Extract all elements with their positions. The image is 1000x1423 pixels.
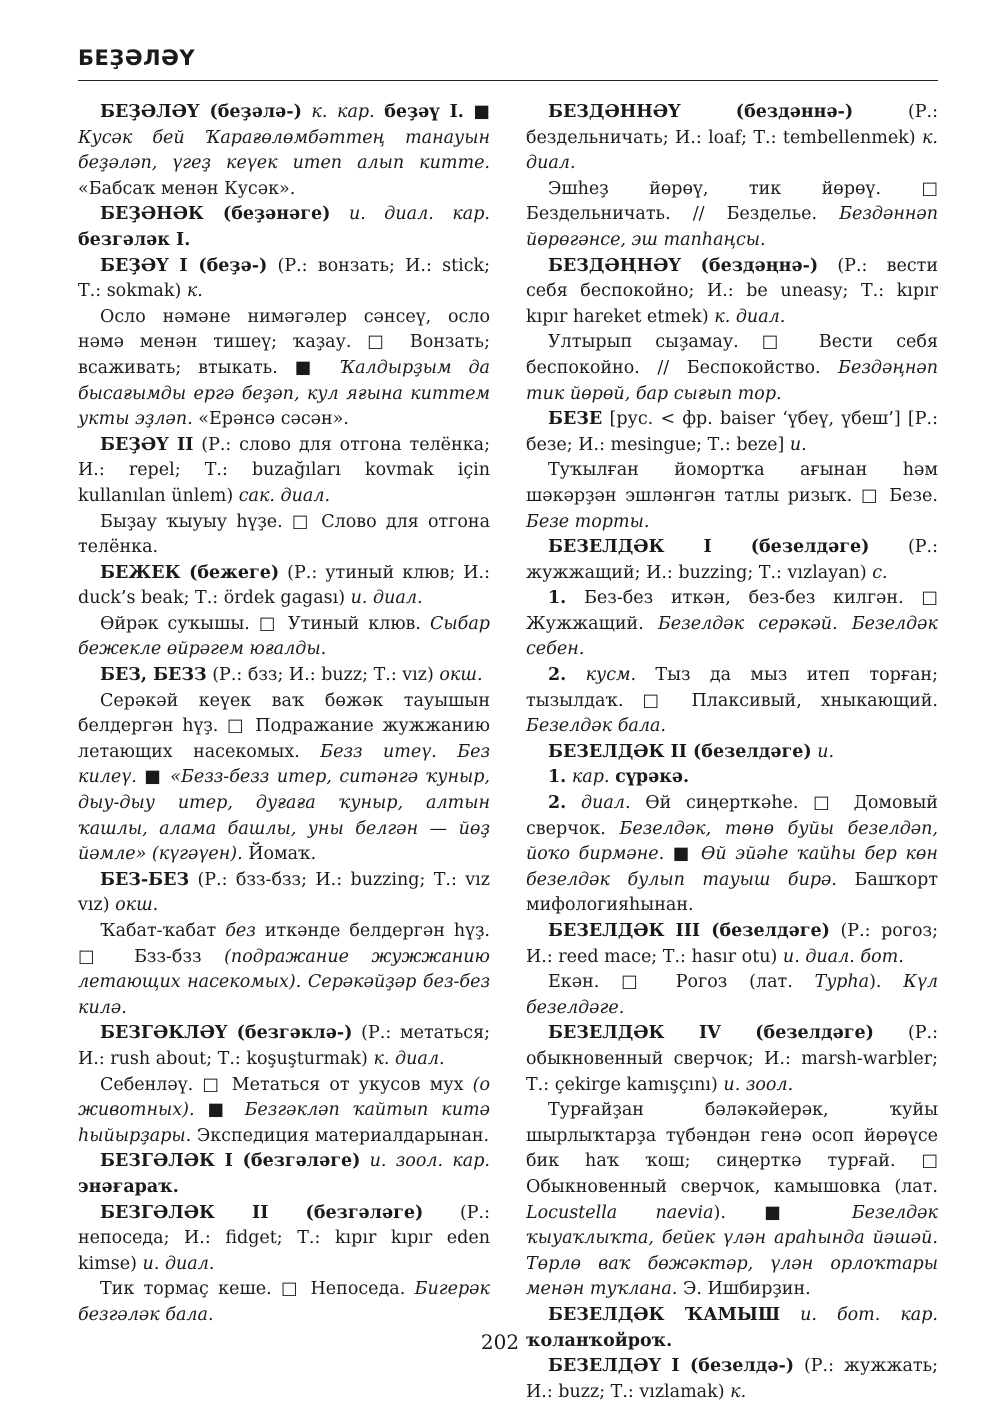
entry: БЕЗ, БЕЗЗ (Р.: бзз; И.: buzz; Т.: vız) окш. bbox=[100, 665, 483, 686]
entry: БЕЗГӘЛӘК II (безгәләге) (Р.: непоседа; И.: fidget; Т.: kıpır kıpır eden kimse) и. диал. bbox=[78, 1202, 490, 1274]
entry-definition: Өйрәк суҡышы. □ Утиный клюв. Сыбар бежекле өйрәгем юғалды. bbox=[78, 613, 490, 660]
entry-definition: Осло нәмәне нимәгәлер сәнсеү, осло нәмә менән тишеү; ҡаҙау. □ Вонзать; всаживать; втыкать. ■ Ҡалдырҙым да бысағымды ергә беҙәп, кул яғына киттем укты эҙләп. «Ерәнсә сәсән». bbox=[78, 306, 490, 430]
sense: 2. диал. Өй сиңерткәһе. □ Домовый сверчок. Безелдәк, төнө буйы безелдәп, йоҡо бирмәне. ■ Өй эйәһе ҡайһы бер көн безелдәк булып тауыш бирә. Башҡорт мифологияһынан. bbox=[526, 793, 938, 916]
entry: БЕҘӘҮ I (беҙә-) (Р.: вонзать; И.: stick; Т.: sokmak) к. bbox=[78, 255, 491, 302]
running-head: БЕҘӘЛӘҮ bbox=[78, 46, 196, 70]
right-column bbox=[526, 100, 938, 1405]
entry: БЕЗЕЛДӘК II (безелдәге) и. bbox=[548, 741, 835, 762]
entry: БЕҘӘНӘК (беҙәнәге) и. диал. кар. безгәләк I. bbox=[78, 204, 490, 250]
entry: БЕЗЕЛДӘҮ I (безелдә-) (Р.: жужжать; И.: buzz; Т.: vızlamak) к. bbox=[526, 1356, 938, 1402]
entry: БЕҘӘҮ II (Р.: слово для отгона телёнка; И.: repel; Т.: buzağıları kovmak için kullanılan ünlem) сак. диал. bbox=[78, 434, 490, 506]
entry: БЕЖЕК (бежеге) (Р.: утиный клюв; И.: duck’s beak; Т.: ördek gagası) и. диал. bbox=[78, 562, 490, 609]
entry: БЕЗЕЛДӘК ҠАМЫШ и. бот. кар. ҡоланҡойроҡ. bbox=[526, 1304, 938, 1351]
entry: БЕЗГӘЛӘК I (безгәләге) и. зоол. кар. энәғараҡ. bbox=[78, 1151, 490, 1197]
sense: 1. Без-без иткән, без-без килгән. □ Жужжащий. Безелдәк серәкәй. Безелдәк себен. bbox=[526, 588, 938, 660]
entry-definition: Серәкәй кеүек ваҡ бөжәк тауышын белдергән һүҙ. □ Подражание жужжанию летающих насекомых. Безз итеү. Без килеү. ■ «Безз-безз итер, ситәнгә ҡуныр, дыу-дыу итер, дуғаға ҡуныр, алтын ҡашлы, алама башлы, уны белгән — йөҙ йәмле» (күгәүен). Йомаҡ. bbox=[78, 690, 490, 865]
entry-definition: Эшһеҙ йөрөү, тик йөрөү. □ Бездельничать. // Безделье. Бездәннәп йөрөгәнсе, эш тапһаңсы. bbox=[526, 178, 938, 250]
entry-definition: Туҡылған йомортҡа ағынан һәм шәкәрҙән эшләнгән татлы ризыҡ. □ Безе. Безе торты. bbox=[526, 460, 938, 532]
entry-definition: Себенләү. □ Метаться от укусов мух (о животных). ■ Безгәкләп ҡайтып китә һыйырҙары. Экспедиция материалдарынан. bbox=[78, 1074, 490, 1146]
entry-definition: Ҡабат-ҡабат без иткәнде белдергән һүҙ. □ Бзз-бзз (подражание жужжанию летающих насекомых). Серәкәйҙәр без-без килә. bbox=[78, 921, 490, 1018]
header-rule bbox=[78, 80, 938, 81]
entry: БЕЗДӘННӘҮ (бездәннә-) (Р.: бездельничать; И.: loaf; Т.: tembellenmek) к. диал. bbox=[526, 102, 938, 174]
entry-definition: Ултырып сыҙамау. □ Вести себя беспокойно. // Беспокойство. Бездәңнәп тик йөрөй, бар сығып тор. bbox=[526, 332, 938, 404]
entry-definition: Тик тормаҫ кеше. □ Непоседа. Бигерәк безгәләк бала. bbox=[78, 1279, 490, 1325]
entry: БЕЗДӘҢНӘҮ (бездәңнә-) (Р.: вести себя беспокойно; И.: be uneasy; Т.: kıpır kıpır hareket etmek) к. диал. bbox=[526, 255, 938, 327]
entry-definition: Екән. □ Рогоз (лат. Typha). Күл безелдәге. bbox=[526, 972, 938, 1018]
entry: БЕЗЕЛДӘК I (безелдәге) (Р.: жужжащий; И.: buzzing; Т.: vızlayan) с. bbox=[526, 537, 938, 583]
entry: БЕЗЕ [рус. < фр. baiser ‘үбеү, үбеш’] [Р.: безе; И.: mesingue; Т.: beze] и. bbox=[526, 409, 938, 455]
sense: 2. кусм. Тыз да мыз итеп торған; тызылдаҡ. □ Плаксивый, хныкающий. Безелдәк бала. bbox=[526, 665, 938, 737]
entry-definition: Быҙау ҡыуыу һүҙе. □ Слово для отгона телёнка. bbox=[78, 511, 490, 558]
page-number: 202 bbox=[480, 1330, 520, 1354]
sense: 1. кар. сүрәкә. bbox=[548, 767, 690, 788]
entry: БЕЗЕЛДӘК III (безелдәге) (Р.: рогоз; И.: reed mace; Т.: hasır otu) и. диал. бот. bbox=[526, 921, 938, 967]
entry: БЕЗГӘКЛӘҮ (безгәклә-) (Р.: метаться; И.: rush about; Т.: koşuşturmak) к. диал. bbox=[78, 1023, 491, 1069]
entry: БЕҘӘЛӘҮ (беҙәлә-) к. кар. беҙәү I. ■ Кусәк бей Ҡарағөлөмбәттең танауын беҙәләп, үгеҙ кеүек итеп алып китте. «Бабсаҡ менән Кусәк». bbox=[78, 102, 490, 199]
entry: БЕЗЕЛДӘК IV (безелдәге) (Р.: обыкновенный сверчок; И.: marsh-warbler; Т.: çekirge kamışçını) и. зоол. bbox=[526, 1023, 938, 1095]
entry-definition: Турғайҙан бәләкәйерәк, ҡуйы шырлыҡтарҙа түбәндән генә осоп йөрөүсе бик һаҡ ҡош; сиңерткә турғай. □ Обыкновенный сверчок, камышовка (лат. Locustella naevia). ■ Безелдәк ҡыуаҡлыҡта, бейек үлән араһында йәшәй. Төрлө ваҡ бөжәктәр, үлән орлоҡтары менән туҡлана. Э. Ишбирҙин. bbox=[526, 1100, 938, 1300]
left-column bbox=[78, 100, 490, 1329]
entry: БЕЗ-БЕЗ (Р.: бзз-бзз; И.: buzzing; Т.: vız vız) окш. bbox=[78, 869, 490, 916]
